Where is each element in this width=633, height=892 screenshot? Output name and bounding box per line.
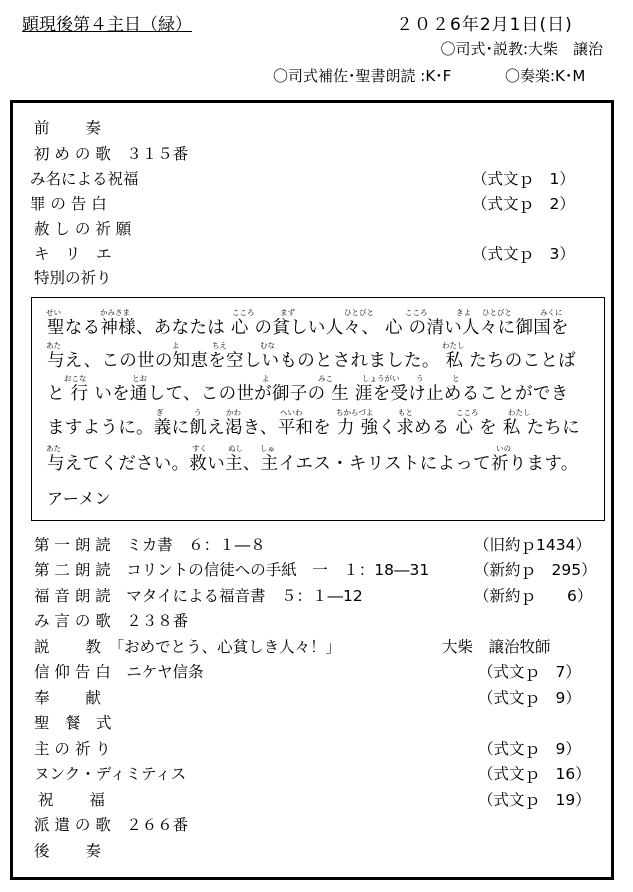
prayer-line: ますように。義に飢え渇き、平和を 力 強く求める 心 を 私 たちに bbox=[47, 418, 580, 438]
order-item bbox=[34, 217, 614, 241]
order-item bbox=[34, 737, 614, 761]
order-item bbox=[34, 142, 614, 166]
order-item-label: 信 仰 告 白 ニケヤ信条 bbox=[34, 663, 204, 681]
ruby: せい bbox=[46, 308, 61, 317]
ruby: とお bbox=[132, 374, 147, 383]
ruby: ぎ bbox=[156, 408, 164, 417]
order-item bbox=[34, 686, 614, 710]
order-item bbox=[34, 266, 614, 290]
order-item-ref: （式文ｐ 19） bbox=[478, 791, 591, 809]
ruby: ちえ bbox=[212, 341, 227, 350]
order-item-label: キ リ エ bbox=[34, 245, 112, 263]
ruby: う bbox=[194, 408, 202, 417]
ruby: もと bbox=[398, 408, 413, 417]
ruby: しゅ bbox=[260, 444, 275, 453]
service-date: ２０２6年2月1日(日) bbox=[396, 15, 573, 35]
assistant-credit: 〇司式補佐･聖書朗読 :K･F bbox=[273, 67, 452, 85]
ruby: みこ bbox=[318, 374, 333, 383]
order-item-label: 罪 の 告 白 bbox=[30, 195, 107, 213]
ruby: と bbox=[452, 374, 460, 383]
order-item-label: 祝 福 bbox=[38, 791, 105, 809]
order-item bbox=[30, 167, 614, 191]
order-item-ref: （式文ｐ 9） bbox=[478, 740, 581, 758]
ruby: かわ bbox=[226, 408, 241, 417]
order-item bbox=[34, 762, 614, 786]
ruby: ちからづよ bbox=[336, 408, 374, 417]
order-item-ref: （旧約ｐ1434） bbox=[474, 536, 591, 554]
order-item-label: 派 遣 の 歌 ２６６番 bbox=[34, 816, 189, 834]
order-item-ref: （式文ｐ 1） bbox=[472, 170, 575, 188]
ruby: いの bbox=[496, 444, 511, 453]
order-item-ref: （式文ｐ 7） bbox=[478, 663, 581, 681]
ruby: う bbox=[416, 374, 424, 383]
ruby: ひとびと bbox=[344, 308, 374, 317]
ruby: むな bbox=[260, 341, 275, 350]
prayer-amen: アーメン bbox=[47, 489, 111, 508]
ruby: こころ bbox=[456, 408, 479, 417]
order-item-ref: 大柴 譲治牧師 bbox=[442, 638, 551, 656]
ruby: しょうがい bbox=[362, 374, 400, 383]
ruby: わたし bbox=[442, 341, 465, 350]
ruby: まず bbox=[280, 308, 295, 317]
order-item bbox=[34, 788, 614, 812]
ruby: わたし bbox=[508, 408, 531, 417]
order-item bbox=[34, 711, 614, 735]
order-item-label: み 言 の 歌 ２３８番 bbox=[34, 612, 189, 630]
prayer-line: と 行 いを通して、この世が御子の 生 涯を受け止めることができ bbox=[47, 384, 569, 404]
prayer-line: 与え、この世の知恵を空しいものとされました。 私 たちのことば bbox=[47, 351, 576, 371]
ruby: おこな bbox=[64, 374, 87, 383]
ruby: ぬし bbox=[228, 444, 243, 453]
order-item-label: 第 一 朗 読 ミカ書 ６：１―８ bbox=[34, 536, 266, 554]
order-item-label: み名による祝福 bbox=[30, 170, 139, 188]
order-item-label: 赦 し の 祈 願 bbox=[34, 220, 132, 238]
order-item-label: 第 二 朗 読 コリントの信徒への手紙 一 １：18―31 bbox=[34, 561, 430, 579]
order-item-label: 奉 献 bbox=[34, 689, 101, 707]
order-item-label: 前 奏 bbox=[34, 119, 101, 137]
music-credit: 〇奏楽:K･M bbox=[505, 67, 586, 85]
ruby: よ bbox=[262, 374, 270, 383]
order-item bbox=[34, 813, 614, 837]
order-item bbox=[34, 660, 614, 684]
ruby: みくに bbox=[540, 308, 563, 317]
ruby: こころ bbox=[232, 308, 255, 317]
service-title: 顕現後第４主日（緑） bbox=[22, 15, 192, 35]
order-item bbox=[34, 533, 614, 557]
order-item bbox=[34, 839, 614, 863]
order-item-label: 後 奏 bbox=[34, 842, 101, 860]
order-item-label: ヌンク・ディミティス bbox=[34, 765, 187, 783]
order-item-label: 聖 餐 式 bbox=[34, 714, 112, 732]
order-item bbox=[34, 558, 614, 582]
ruby: あた bbox=[46, 341, 61, 350]
order-item bbox=[30, 192, 614, 216]
order-item-ref: （式文ｐ 2） bbox=[472, 195, 575, 213]
order-item-ref: （式文ｐ 3） bbox=[472, 245, 575, 263]
order-item-label: 特別の祈り bbox=[34, 269, 112, 287]
order-item bbox=[34, 116, 614, 140]
order-item-label: 説 教 「おめでとう、心貧しき人々！」 bbox=[34, 638, 342, 656]
ruby: よ bbox=[172, 341, 180, 350]
ruby: きよ bbox=[456, 308, 471, 317]
order-item bbox=[34, 609, 614, 633]
order-item-ref: （新約ｐ 6） bbox=[474, 587, 593, 605]
order-item-label: 主 の 祈 り bbox=[34, 740, 111, 758]
special-prayer-box bbox=[31, 297, 605, 521]
order-item bbox=[34, 584, 614, 608]
order-item-ref: （式文ｐ 9） bbox=[478, 689, 581, 707]
ruby: あた bbox=[46, 444, 61, 453]
ruby: すく bbox=[192, 444, 207, 453]
ruby: こころ bbox=[405, 308, 428, 317]
order-item-ref: （新約ｐ 295） bbox=[474, 561, 597, 579]
ruby: ひとびと bbox=[482, 308, 512, 317]
order-item bbox=[34, 635, 614, 659]
ruby: かみさま bbox=[100, 308, 130, 317]
ruby: へいわ bbox=[280, 408, 303, 417]
order-item-label: 福 音 朗 読 マタイによる福音書 ５：１―12 bbox=[34, 587, 363, 605]
prayer-line: 聖なる神様、あなたは 心 の貧しい人々、 心 の清い人々に御国を bbox=[47, 318, 569, 338]
preacher-credit: 〇司式･説教:大柴 譲治 bbox=[440, 40, 603, 58]
order-item bbox=[34, 242, 614, 266]
order-item-label: 初 め の 歌 ３１５番 bbox=[34, 145, 189, 163]
prayer-line: 与えてください。救い主、主イエス・キリストによって祈ります。 bbox=[47, 454, 579, 474]
order-item-ref: （式文ｐ 16） bbox=[478, 765, 591, 783]
